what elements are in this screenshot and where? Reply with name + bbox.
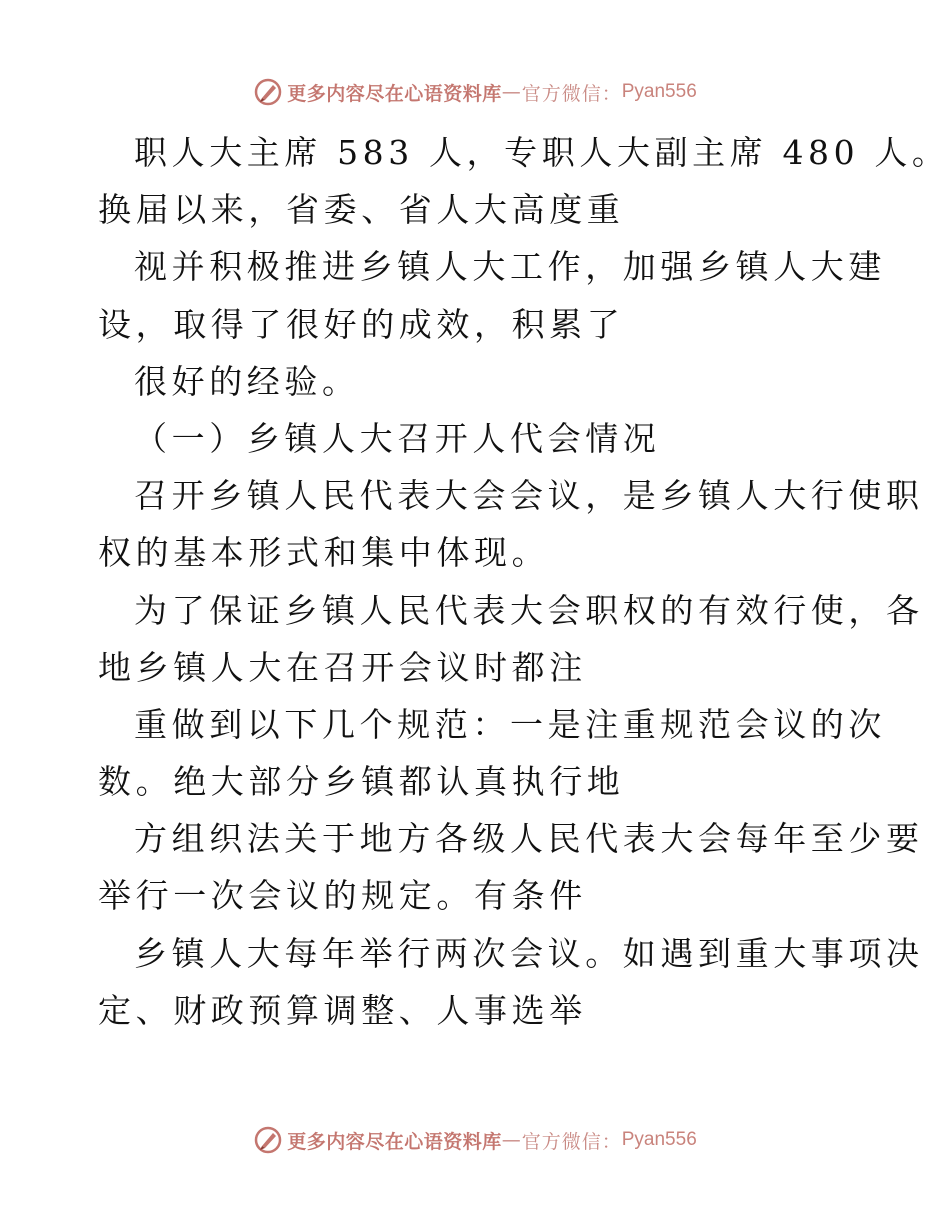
text-line: 地乡镇人大在召开会议时都注 — [98, 647, 587, 687]
text-line: 职人大主席 583 人，专职人大副主席 480 人。 — [134, 133, 950, 172]
watermark-dash: — — [501, 1129, 522, 1151]
section-heading: （一）乡镇人大召开人代会情况 — [134, 418, 661, 458]
text-line: 定、财政预算调整、人事选举 — [98, 990, 587, 1030]
text-line: 召开乡镇人民代表大会会议，是乡镇人大行使职 — [134, 476, 924, 516]
watermark-sub-text: 官方微信： — [521, 82, 622, 105]
text-line: 权的基本形式和集中体现。 — [98, 533, 550, 573]
text-line: 重做到以下几个规范：一是注重规范会议的次 — [134, 704, 886, 744]
text-line: 很好的经验。 — [134, 361, 360, 401]
watermark-sub-text: 官方微信： — [521, 1130, 622, 1153]
footer-watermark — [0, 1120, 950, 1160]
text-line: 设，取得了很好的成效，积累了 — [98, 304, 625, 344]
text-line: 视并积极推进乡镇人大工作，加强乡镇人大建 — [134, 247, 886, 287]
watermark-wechat-id: Pyan556 — [621, 1129, 697, 1150]
watermark-wechat-id: Pyan556 — [621, 81, 697, 102]
text-line: 方组织法关于地方各级人民代表大会每年至少要 — [134, 819, 924, 859]
text-line: 为了保证乡镇人民代表大会职权的有效行使，各 — [134, 590, 924, 630]
text-line: 乡镇人大每年举行两次会议。如遇到重大事项决 — [134, 933, 924, 973]
header-watermark — [0, 72, 950, 112]
watermark-main-text: 更多内容尽在心语资料库 — [287, 82, 502, 105]
pen-logo-icon — [253, 1125, 283, 1155]
watermark-dash: — — [501, 81, 522, 103]
text-line: 数。绝大部分乡镇都认真执行地 — [98, 762, 625, 802]
text-line: 举行一次会议的规定。有条件 — [98, 876, 587, 916]
document-body — [98, 124, 950, 1039]
text-line: 换届以来，省委、省人大高度重 — [98, 190, 625, 230]
pen-logo-icon — [253, 77, 283, 107]
watermark-main-text: 更多内容尽在心语资料库 — [287, 1130, 502, 1153]
